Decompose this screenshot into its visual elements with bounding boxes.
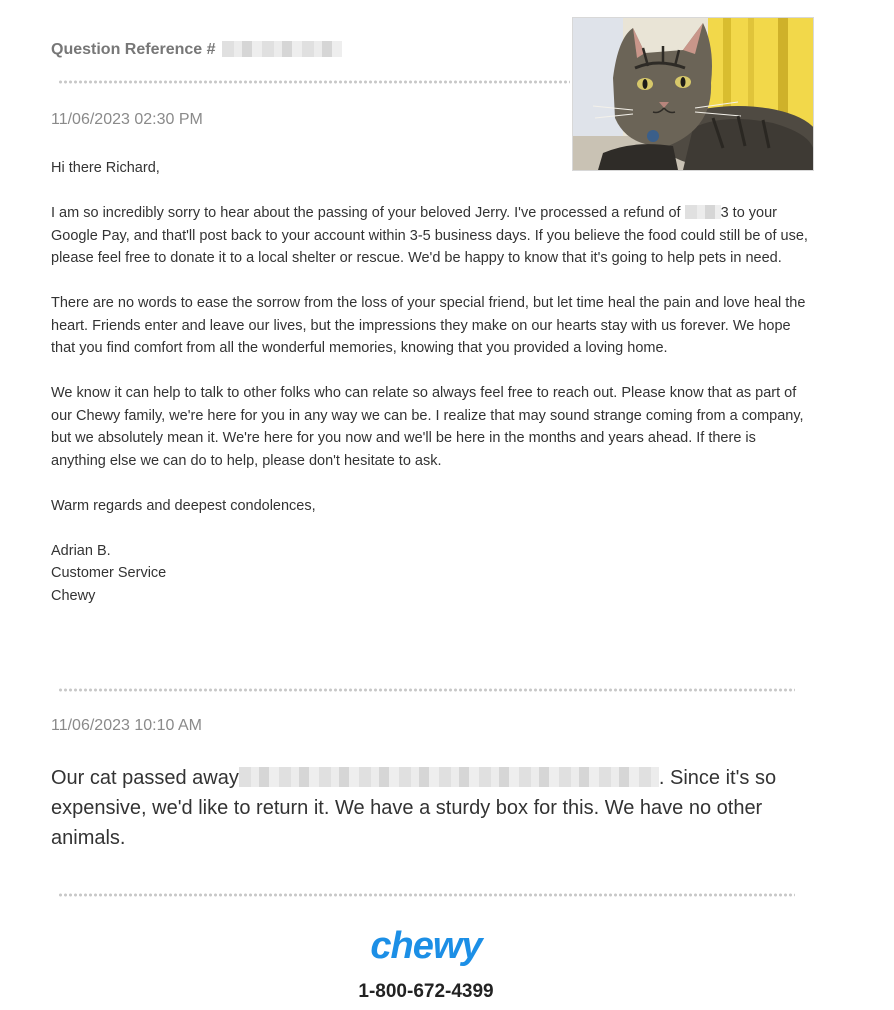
question-reference-heading bbox=[51, 41, 342, 59]
support-phone-number[interactable]: 1-800-672-4399 bbox=[358, 981, 494, 1002]
chewy-logo[interactable] bbox=[358, 922, 494, 972]
redacted-refund-amount bbox=[685, 205, 721, 219]
agent-paragraph-1-end: 3 to your Google Pay, and that'll post back to your account within 3-5 business days. If you believe the food could still be of use, please feel free to donate it to a local shelter or rescue. We'd be happy to know that it's going to help pets in need. bbox=[51, 205, 808, 266]
agent-reply-body bbox=[51, 157, 811, 607]
divider-middle bbox=[58, 688, 795, 692]
agent-paragraph-2: There are no words to ease the sorrow from the loss of your special friend, but let time heal the pain and love heal the heart. Friends enter and leave our lives, but the impressions they make on our hearts stay with us forever. We hope that you find comfort from all the wonderful memories, knowing that you provided a loving home. bbox=[51, 295, 806, 356]
redacted-reference-number bbox=[222, 41, 342, 57]
agent-greeting: Hi there Richard, bbox=[51, 160, 160, 176]
redacted-customer-details bbox=[239, 767, 659, 787]
customer-message-end: . Since it's so expensive, we'd like to return it. We have a sturdy box for this. We have no other animals. bbox=[51, 767, 777, 849]
agent-signature-title: Customer Service bbox=[51, 565, 167, 581]
question-reference-label: Question Reference # bbox=[51, 41, 216, 58]
agent-paragraph-3: We know it can help to talk to other folks who can relate so always feel free to reach out. Please know that as part of our Chewy family, we're here for you in any way we can be. I realize that may sound strange coming from a company, but we absolutely mean it. We're here for you now and we'll be here in the months and years ahead. If there is anything else we can do to help, please don't hesitate to ask. bbox=[51, 385, 804, 469]
agent-closing: Warm regards and deepest condolences, bbox=[51, 497, 316, 514]
divider-top bbox=[58, 80, 570, 84]
chewy-logo-text: chewy bbox=[370, 925, 482, 967]
agent-paragraph-1-start: I am so incredibly sorry to hear about the passing of your beloved Jerry. I've processed a refund of bbox=[51, 205, 681, 221]
agent-signature-name: Adrian B. bbox=[51, 542, 111, 559]
divider-bottom bbox=[58, 893, 795, 897]
agent-paragraph-1 bbox=[51, 202, 811, 270]
agent-reply-timestamp: 11/06/2023 02:30 PM bbox=[51, 111, 203, 128]
customer-message-timestamp: 11/06/2023 10:10 AM bbox=[51, 717, 202, 734]
cat-photo bbox=[572, 17, 814, 171]
agent-signature-company: Chewy bbox=[51, 587, 96, 604]
customer-message-start: Our cat passed away bbox=[51, 767, 239, 789]
customer-message-body bbox=[51, 763, 811, 853]
